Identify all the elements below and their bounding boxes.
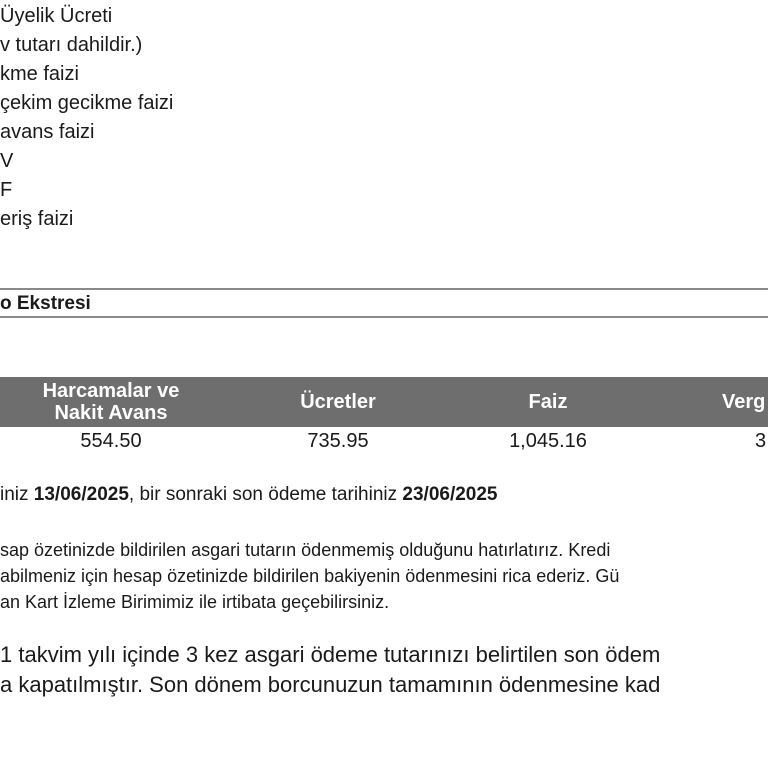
section-title: o Ekstresi — [0, 293, 91, 314]
warning-line-1: 1 takvim yılı içinde 3 kez asgari ödeme tutarınızı belirtilen son ödem — [0, 642, 661, 667]
header-spending-line1: Harcamalar ve — [42, 380, 180, 402]
notice-paragraph — [0, 537, 619, 615]
fee-line-tax-included: v tutarı dahildir.) — [0, 34, 143, 56]
fee-line-withdrawal-late-interest: çekim gecikme faizi — [0, 92, 174, 114]
fee-line-f: F — [0, 179, 13, 201]
header-spending-line2: Nakit Avans — [54, 402, 168, 424]
warning-paragraph — [0, 640, 660, 700]
header-tax: Verg — [722, 391, 766, 413]
fee-line-late-interest: kme faizi — [0, 63, 79, 85]
due-date-prefix: iniz — [0, 484, 34, 505]
fee-line-membership: Üyelik Ücreti — [0, 5, 113, 27]
header-spending — [0, 380, 222, 424]
notice-line-1: sap özetinizde bildirilen asgari tutarın ödenmemiş olduğunu hatırlatırız. Kredi — [0, 540, 611, 560]
statement-date: 13/06/2025 — [33, 484, 129, 505]
fee-line-v: V — [0, 150, 14, 172]
next-due-date: 23/06/2025 — [402, 484, 498, 505]
header-fees: Ücretler — [300, 391, 376, 413]
cell-tax: 3 — [755, 430, 767, 452]
cell-fees: 735.95 — [307, 430, 369, 452]
cell-interest: 1,045.16 — [509, 430, 587, 452]
section-rule-top — [0, 288, 768, 290]
section-rule-bottom — [0, 316, 768, 318]
notice-line-2: abilmeniz için hesap özetinizde bildirilen bakiyenin ödenmesini rica ederiz. Gü — [0, 566, 620, 586]
header-interest: Faiz — [528, 391, 568, 413]
due-date-line — [0, 483, 498, 507]
due-date-middle: , bir sonraki son ödeme tarihiniz — [128, 484, 403, 505]
notice-line-3: an Kart İzleme Birimimiz ile irtibata geçebilirsiniz. — [0, 592, 390, 612]
fee-line-advance-interest: avans faizi — [0, 121, 95, 143]
cell-spending: 554.50 — [80, 430, 142, 452]
fee-line-purchase-interest: eriş faizi — [0, 208, 74, 230]
warning-line-2: a kapatılmıştır. Son dönem borcunuzun tamamının ödenmesine kad — [0, 672, 661, 697]
summary-table-header — [0, 377, 768, 427]
